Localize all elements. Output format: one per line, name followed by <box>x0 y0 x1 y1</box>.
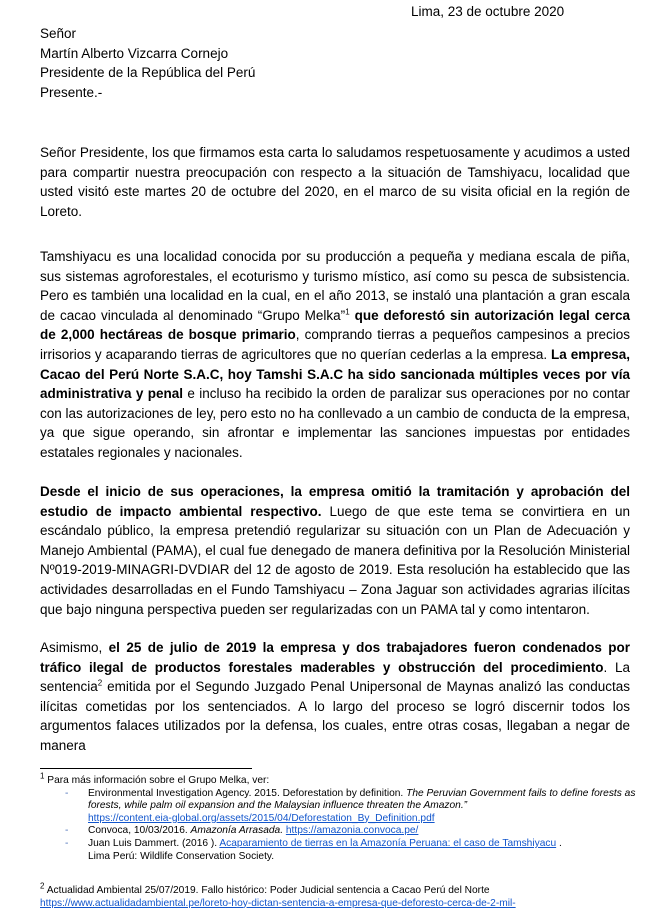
convoca-link[interactable]: https://amazonia.convoca.pe/ <box>285 825 419 837</box>
footnote-ref-2: 2 <box>97 678 103 688</box>
footnote-2-text: Actualidad Ambiental 25/07/2019. Fallo histórico: Poder Judicial sentencia a Cacao Perú del Norte <box>44 885 490 896</box>
footnote-2-number: 2 <box>40 881 45 891</box>
recipient-salutation: Señor <box>40 26 77 41</box>
footnote-separator <box>40 768 252 769</box>
footnote-1-item <box>40 788 640 826</box>
footnote-1-intro: Para más información sobre el Grupo Melka, ver: <box>44 775 270 786</box>
p3-bold-a: Desde el inicio de sus operaciones, la empresa omitió la tramitación y aprobación del estudio de impacto ambiental respectivo. <box>40 484 630 519</box>
p4-bold-b: el 25 de julio de 2019 la empresa y dos trabajadores fueron condenados por tráfico ilegal de productos forestales maderables y obstrucción del procedimiento <box>40 640 630 675</box>
footnote-1-item-line2: Lima Perú: Wildlife Conservation Society. <box>88 850 275 862</box>
footnote-1-item-text: Environmental Investigation Agency. 2015. Deforestation by definition. <box>88 787 407 799</box>
p2-bold-b: que deforestó sin autorización legal cerca de 2,000 hectáreas de bosque primario <box>40 307 630 343</box>
paragraph-3 <box>40 482 630 619</box>
recipient-presente: Presente.- <box>40 84 103 100</box>
footnote-1-item-text: Convoca, 10/03/2016. <box>88 825 191 837</box>
paragraph-1: Señor Presidente, los que firmamos esta carta lo saludamos respetuosamente y acudimos a usted para compartir nuestra preocupación con respecto a la situación de Tamshiyacu, localidad que usted visitó este martes 20 de octubre del 2020, en el marco de su visita oficial en la región de Loreto. <box>40 145 630 219</box>
list-dash: - <box>65 837 69 849</box>
footnote-1-item-after: . <box>556 837 562 849</box>
footnote-1-item-italic: Amazonía Arrasada. <box>190 825 284 837</box>
footnote-1-item <box>40 838 640 863</box>
footnote-1-item-text: Juan Luis Dammert. (2016 ). <box>88 837 220 849</box>
p3-text-b: Luego de que este tema se convirtiera en un escándalo público, la empresa pretendió regularizar su situación con un Plan de Adecuación y Manejo Ambiental (PAMA), el cual fue denegado de manera definitiva por la Resolución Ministerial Nº019-2019-MINAGRI-DVDIAR del 12 de agosto de 2019. Esta resolución ha establecido que las actividades desarrolladas en el Fundo Tamshiyacu – Zona Jaguar son actividades agrarias ilícitas que bajo ninguna perspectiva pueden ser regularizadas con un PAMA tal y como intentaron. <box>40 503 630 617</box>
paragraph-4 <box>40 638 630 756</box>
list-dash: - <box>65 825 69 837</box>
dammert-report-link[interactable]: Acaparamiento de tierras en la Amazonía Peruana: el caso de Tamshiyacu <box>219 837 557 849</box>
footnote-2 <box>40 881 640 910</box>
recipient-block <box>40 24 255 102</box>
letter-date: Lima, 23 de octubre 2020 <box>411 4 565 19</box>
footnote-ref-1: 1 <box>345 307 350 317</box>
footnote-1 <box>40 771 640 863</box>
p4-text-a: Asimismo, <box>40 640 109 655</box>
p2-bold-d: La empresa, Cacao del Perú Norte S.A.C, hoy Tamshi S.A.C ha sido sancionada múltiples veces por vía administrativa y penal <box>40 346 630 402</box>
paragraph-2 <box>40 247 630 463</box>
p2-text-e: e incluso ha recibido la orden de paralizar sus operaciones por no contar con las autorizaciones de ley, pero esto no ha conllevado a un cambio de conducta de la empresa, ya que sigue operando, sin afrontar e implementar las sanciones impuestas por entidades estatales regionales y nacionales. <box>40 386 630 460</box>
p4-text-c: . La sentencia <box>40 659 630 695</box>
footnote-1-item <box>40 825 640 838</box>
p2-text-c: , comprando tierras a pequeños campesinos a precios irrisorios y acaparando tierras de agricultores que no querían cederlas a la empresa. <box>40 327 631 362</box>
actualidad-ambiental-link[interactable]: https://www.actualidadambiental.pe/loreto-hoy-dictan-sentencia-a-empresa-que-deforesto-cerca-de-2-mil- <box>40 897 516 909</box>
recipient-title: Presidente de la República del Perú <box>40 65 256 81</box>
list-dash: - <box>65 787 69 799</box>
recipient-name: Martín Alberto Vizcarra Cornejo <box>40 45 229 61</box>
footnote-1-number: 1 <box>40 771 45 781</box>
p4-text-d: emitida por el Segundo Juzgado Penal Unipersonal de Maynas analizó las conductas ilícitas cometidas por los sentenciados. A lo largo del proceso se logró discernir todos los argumentos falaces utilizados por la defensa, los cuales, entre otras cosas, llegaban a negar de manera <box>40 679 630 753</box>
p2-text-a: Tamshiyacu es una localidad conocida por su producción a pequeña y mediana escala de piña, sus sistemas agroforestales, el ecoturismo y turismo místico, así como su pesca de subsistencia. Pero es también una localidad en la cual, en el año 2013, se instaló una plantación a gran escala de cacao vinculada al denominado “Grupo Melka” <box>40 249 630 323</box>
eia-report-link[interactable]: https://content.eia-global.org/assets/2015/04/Deforestation_By_Definition.pdf <box>88 812 435 824</box>
footnote-1-item-italic: The Peruvian Government fails to define forests as forests, while palm oil expansion and the Malaysian influence threaten the Amazon.” <box>88 787 636 812</box>
